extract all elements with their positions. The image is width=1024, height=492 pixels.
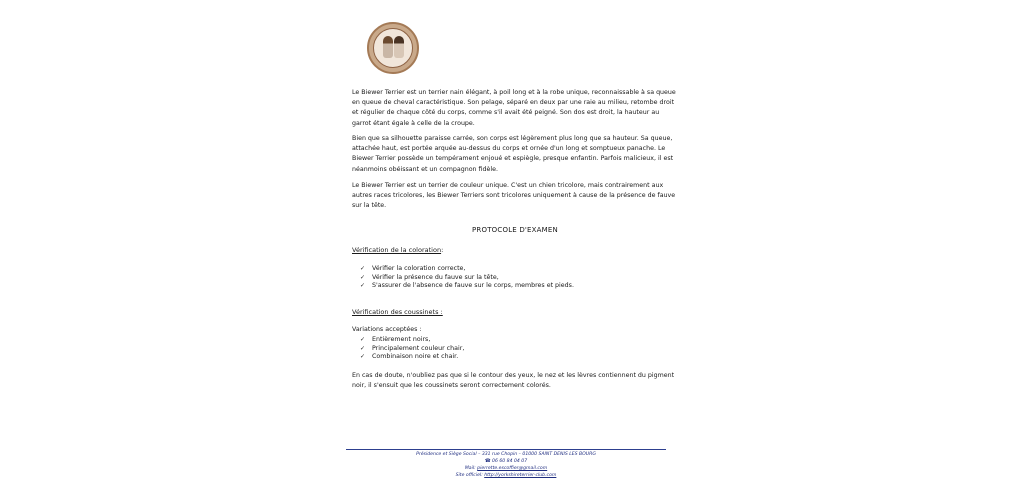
logo-dog-left bbox=[383, 36, 393, 58]
coussinets-checklist bbox=[360, 336, 464, 362]
paragraph-color: Le Biewer Terrier est un terrier de couleur unique. C'est un chien tricolore, mais contrairement aux autres races tricolores, les Biewer Terriers sont tricolores uniquement à cause de la présence de fauve sur la tête. bbox=[352, 182, 676, 210]
check-icon: ✓ bbox=[360, 336, 366, 343]
list-item-text: Vérifier la présence du fauve sur la tête, bbox=[372, 273, 499, 281]
paragraph-description: Le Biewer Terrier est un terrier nain élégant, à poil long et à la robe unique, reconnaissable à sa queue en queue de cheval caractéristique. Son pelage, séparé en deux par une raie au milieu, retombe droit et régulier de chaque côté du corps, comme s'il avait été peigné. Son dos est droit, la hauteur au garrot étant égale à celle de la croupe. bbox=[352, 89, 676, 127]
check-icon: ✓ bbox=[360, 265, 366, 272]
footer-mail-label: Mail: bbox=[464, 466, 476, 471]
section-title-colon: : bbox=[441, 246, 444, 254]
paragraph-temperament: Bien que sa silhouette paraisse carrée, son corps est légèrement plus long que sa hauteur. Sa queue, attachée haut, est portée arquée au-dessus du corps et ornée d'un long et somptueux panache. Le Biewer Terrier possède un tempérament enjoué et espiègle, presque enfantin. Parfois malicieux, il est néanmoins obéissant et un compagnon fidèle. bbox=[352, 135, 674, 173]
footer-divider bbox=[346, 449, 666, 450]
footer-mail-link[interactable]: pierrette.escoffier@gmail.com bbox=[477, 466, 548, 471]
coloration-checklist bbox=[360, 265, 574, 291]
list-item-text: S'assurer de l'absence de fauve sur le corps, membres et pieds. bbox=[372, 282, 574, 290]
footer-phone: ☎ 06 60 84 04 07 bbox=[484, 459, 528, 464]
footer-address: Présidence et Siège Social – 331 rue Chopin – 01000 SAINT DENIS LES BOURG bbox=[416, 452, 596, 457]
section-title-coloration bbox=[352, 246, 443, 254]
footer-site bbox=[346, 472, 666, 480]
check-icon: ✓ bbox=[360, 282, 366, 290]
list-item bbox=[360, 336, 464, 345]
check-icon: ✓ bbox=[360, 344, 366, 352]
list-item bbox=[360, 282, 574, 291]
club-logo bbox=[367, 22, 419, 74]
paragraph-closing: En cas de doute, n'oubliez pas que si le contour des yeux, le nez et les lèvres contiennent du pigment noir, il s'ensuit que les coussinets seront correctement colorés. bbox=[352, 372, 675, 390]
section-heading: PROTOCOLE D'EXAMEN bbox=[472, 226, 558, 234]
variations-intro: Variations acceptées : bbox=[352, 326, 422, 333]
list-item-text: Principalement couleur chair, bbox=[372, 344, 465, 352]
list-item bbox=[360, 345, 464, 354]
logo-dog-right bbox=[394, 36, 404, 58]
logo-ring bbox=[373, 28, 413, 68]
footer-site-label: Site officiel: bbox=[455, 473, 483, 478]
list-item bbox=[360, 265, 574, 274]
list-item-text: Entièrement noirs, bbox=[372, 336, 431, 343]
list-item-text: Vérifier la coloration correcte, bbox=[372, 265, 466, 272]
check-icon: ✓ bbox=[360, 353, 366, 361]
section-title-coloration-text: Vérification de la coloration bbox=[352, 246, 442, 254]
list-item bbox=[360, 274, 574, 283]
section-title-coussinets: Vérification des coussinets : bbox=[352, 308, 443, 316]
list-item-text: Combinaison noire et chair. bbox=[372, 353, 459, 361]
list-item bbox=[360, 353, 464, 362]
footer-site-link[interactable]: http://yorkshireterrier-club.com bbox=[484, 473, 557, 478]
check-icon: ✓ bbox=[360, 273, 366, 281]
